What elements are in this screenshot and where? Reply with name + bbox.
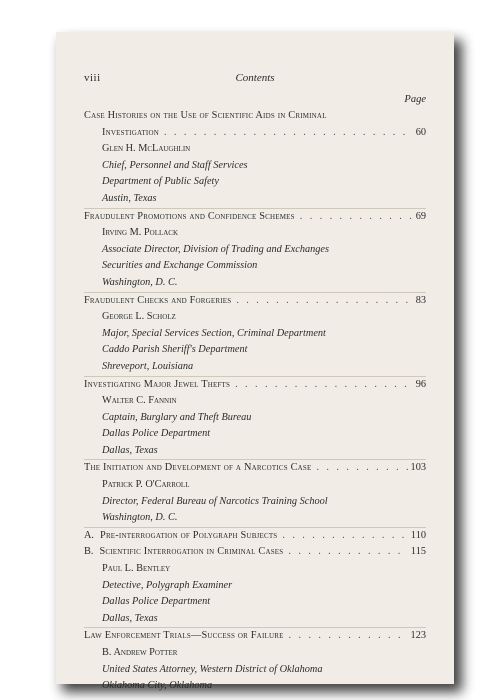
book-page xyxy=(56,32,454,692)
author-name: B. Andrew Potter xyxy=(102,647,178,658)
author-detail: Dallas, Texas xyxy=(102,444,158,456)
leader-dots xyxy=(288,544,408,561)
toc-title-row xyxy=(84,377,426,394)
author-detail: Associate Director, Division of Trading and Exchanges xyxy=(102,243,329,255)
page-column-label: Page xyxy=(404,94,426,105)
toc-title-row xyxy=(84,544,426,561)
toc-title: Investigation xyxy=(102,126,159,138)
leader-dots xyxy=(235,377,413,394)
toc-entry xyxy=(84,293,426,376)
page-number: 83 xyxy=(415,294,426,306)
author-name: Irving M. Pollack xyxy=(102,227,179,239)
toc-title-row xyxy=(84,293,426,310)
leader-dots xyxy=(316,460,407,477)
subtitle-label: A. xyxy=(84,529,95,541)
author-detail: United States Attorney, Western District of Oklahoma xyxy=(102,663,323,675)
folio-number: viii xyxy=(84,72,101,84)
page-number: 115 xyxy=(410,546,426,558)
leader-dots xyxy=(300,209,413,226)
toc-entry xyxy=(84,209,426,292)
subtitle-label: B. xyxy=(84,546,94,558)
table-of-contents xyxy=(84,108,426,695)
toc-title-row xyxy=(84,460,426,477)
toc-entry xyxy=(84,628,426,694)
toc-title-row xyxy=(84,108,426,125)
page-number: 60 xyxy=(415,126,426,138)
author-name: Walter C. Fannin xyxy=(102,395,177,407)
toc-title: Scientific Interrogation in Criminal Cases xyxy=(99,546,284,558)
author-detail: Austin, Texas xyxy=(102,192,157,204)
author-detail: Washington, D. C. xyxy=(102,276,178,288)
author-detail: Detective, Polygraph Examiner xyxy=(102,579,233,591)
author-name: Patrick P. O'Carroll xyxy=(102,479,190,491)
page-number: 69 xyxy=(415,210,426,222)
toc-entry xyxy=(84,108,426,208)
page-number: 103 xyxy=(410,462,426,474)
author-detail: Dallas Police Department xyxy=(102,596,211,608)
page-number: 123 xyxy=(410,630,426,642)
toc-entry xyxy=(84,460,426,526)
toc-title-row xyxy=(84,125,426,142)
author-detail: Caddo Parish Sheriff's Department xyxy=(102,344,248,356)
toc-entry xyxy=(84,528,426,628)
leader-dots xyxy=(236,293,412,310)
author-detail: Chief, Personnel and Staff Services xyxy=(102,159,248,171)
author-detail: Captain, Burglary and Theft Bureau xyxy=(102,411,252,423)
author-detail: Director, Federal Bureau of Narcotics Training School xyxy=(102,495,328,507)
leader-dots xyxy=(282,528,408,545)
toc-title: Case Histories on the Use of Scientific Aids in Criminal xyxy=(84,110,327,121)
author-name: Paul L. Bentley xyxy=(102,563,171,575)
author-detail: Dallas, Texas xyxy=(102,612,158,624)
author-detail: Dallas Police Department xyxy=(102,428,211,440)
toc-entry xyxy=(84,377,426,460)
toc-title: Law Enforcement Trials—Success or Failure xyxy=(84,630,284,642)
author-name: Glen H. McLaughlin xyxy=(102,143,191,155)
author-name: George L. Scholz xyxy=(102,311,176,323)
author-detail: Major, Special Services Section, Criminal Department xyxy=(102,327,326,339)
leader-dots xyxy=(289,628,408,645)
running-title: Contents xyxy=(235,72,275,84)
page-number: 110 xyxy=(410,529,426,541)
author-detail: Department of Public Safety xyxy=(102,176,219,188)
leader-dots xyxy=(164,125,413,142)
toc-title: Fraudulent Promotions and Confidence Schemes xyxy=(84,210,295,222)
toc-title: The Initiation and Development of a Narcotics Case xyxy=(84,462,312,474)
page-header xyxy=(84,72,426,86)
toc-title: Pre-interrogation of Polygraph Subjects xyxy=(100,529,278,541)
toc-title-row xyxy=(84,209,426,226)
toc-title: Fraudulent Checks and Forgeries xyxy=(84,294,232,306)
author-detail: Oklahoma City, Oklahoma xyxy=(102,680,213,692)
toc-title-row xyxy=(84,528,426,545)
page-number: 96 xyxy=(415,378,426,390)
author-detail: Shreveport, Louisiana xyxy=(102,360,194,372)
author-detail: Washington, D. C. xyxy=(102,512,178,524)
toc-title-row xyxy=(84,628,426,645)
author-detail: Securities and Exchange Commission xyxy=(102,260,258,272)
toc-title: Investigating Major Jewel Thefts xyxy=(84,378,231,390)
